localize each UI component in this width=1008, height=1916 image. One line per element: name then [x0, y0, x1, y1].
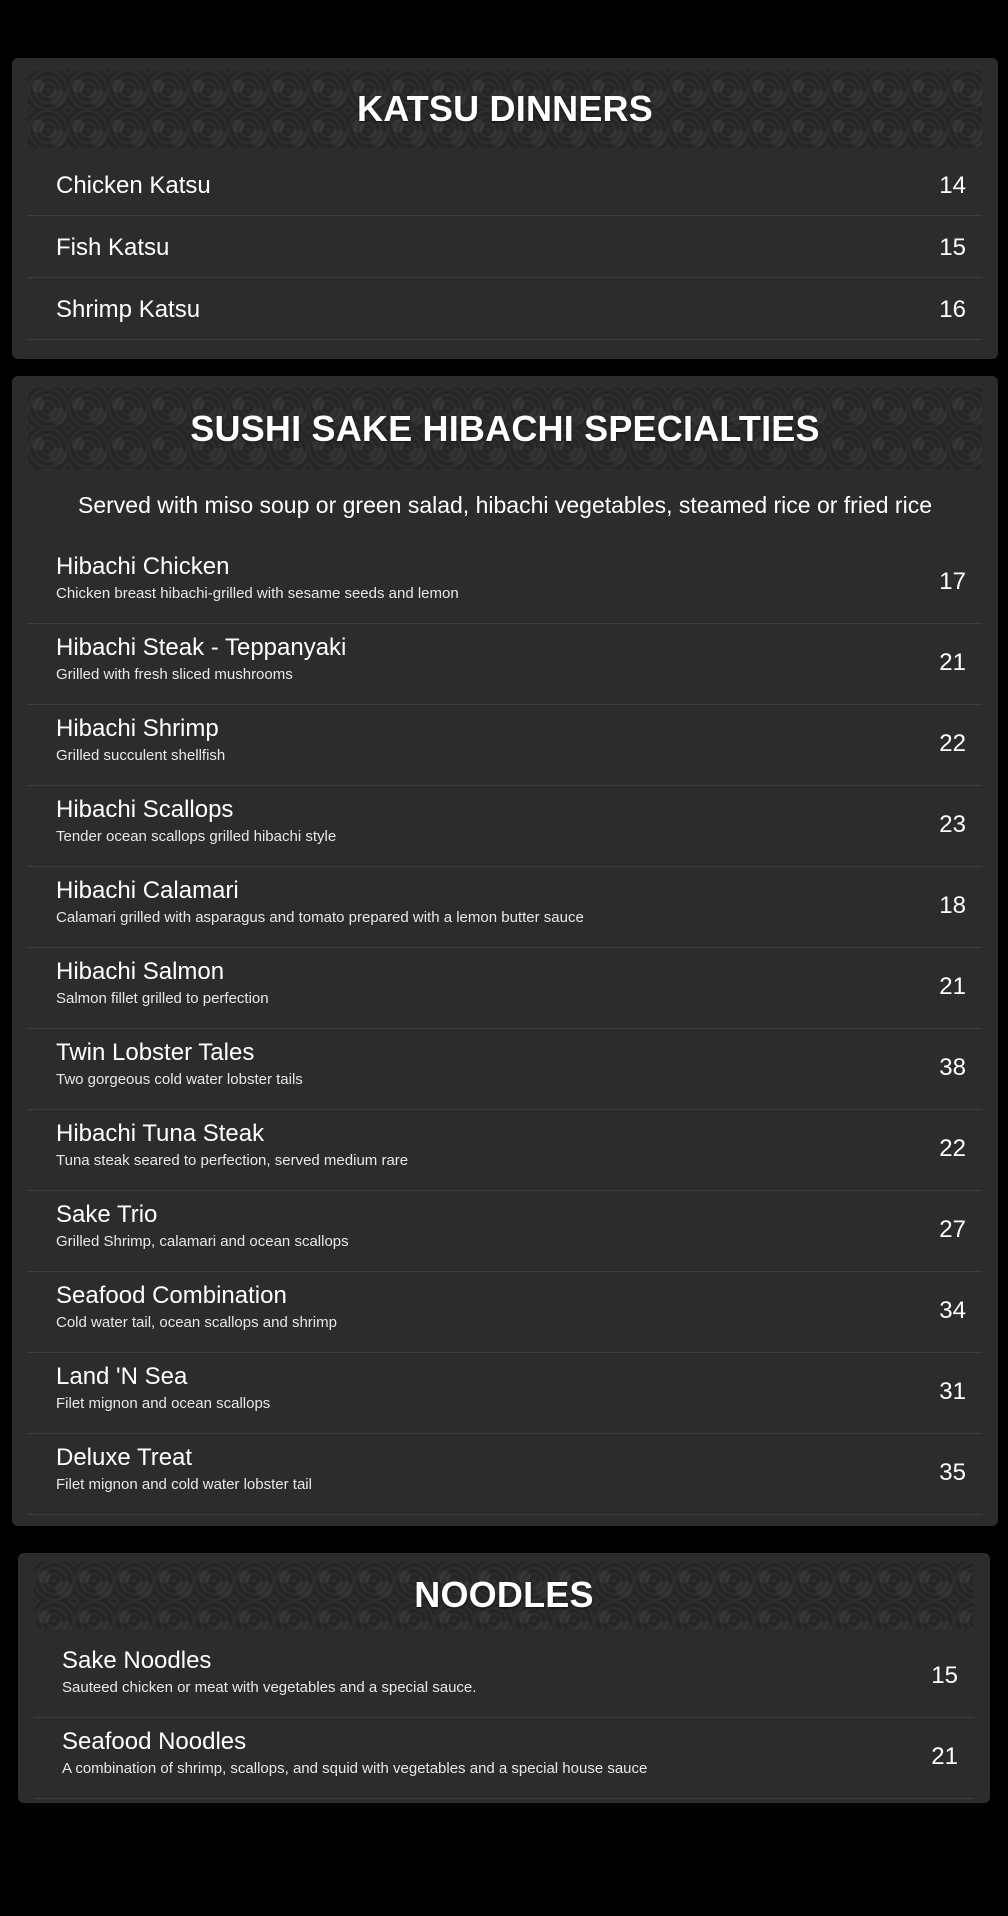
section-subtitle: Served with miso soup or green salad, hibachi vegetables, steamed rice or fried rice [78, 492, 932, 518]
section-header [28, 388, 982, 470]
menu-item [28, 1434, 982, 1515]
menu-item [28, 1272, 982, 1353]
item-name: Chicken Katsu [56, 172, 211, 199]
katsu-dinners-section [12, 58, 998, 359]
item-name: Hibachi Salmon [56, 958, 225, 985]
menu-item [34, 1637, 974, 1718]
item-name: Hibachi Steak - Teppanyaki [56, 634, 347, 661]
item-name: Hibachi Chicken [56, 553, 230, 580]
section-header [34, 1561, 974, 1629]
item-price: 16 [939, 296, 966, 323]
item-name: Hibachi Shrimp [56, 715, 219, 742]
item-description: Two gorgeous cold water lobster tails [56, 1071, 303, 1088]
item-description: Sauteed chicken or meat with vegetables and a special sauce. [62, 1679, 477, 1696]
item-price: 15 [931, 1662, 958, 1689]
item-price: 15 [939, 234, 966, 261]
item-description: Grilled Shrimp, calamari and ocean scallops [56, 1233, 349, 1250]
section-title: KATSU DINNERS [357, 88, 653, 129]
item-price: 38 [939, 1054, 966, 1081]
item-description: Cold water tail, ocean scallops and shrimp [56, 1314, 337, 1331]
menu-item [28, 867, 982, 948]
menu-item [28, 1191, 982, 1272]
item-price: 23 [939, 811, 966, 838]
menu-item [28, 1029, 982, 1110]
menu-item [28, 278, 982, 340]
menu-item [28, 705, 982, 786]
item-price: 34 [939, 1297, 966, 1324]
menu-item [28, 154, 982, 216]
section-title: NOODLES [414, 1574, 594, 1615]
item-description: A combination of shrimp, scallops, and squid with vegetables and a special house sauce [62, 1760, 648, 1777]
item-price: 21 [939, 973, 966, 1000]
item-name: Seafood Combination [56, 1282, 287, 1309]
menu-item [28, 1353, 982, 1434]
item-description: Filet mignon and cold water lobster tail [56, 1476, 312, 1493]
item-name: Hibachi Scallops [56, 796, 234, 823]
item-name: Seafood Noodles [62, 1728, 247, 1755]
item-name: Sake Noodles [62, 1647, 212, 1674]
hibachi-specialties-section [12, 376, 998, 1526]
menu-item [34, 1718, 974, 1799]
item-price: 22 [939, 1135, 966, 1162]
item-price: 27 [939, 1216, 966, 1243]
item-description: Filet mignon and ocean scallops [56, 1395, 271, 1412]
menu-item [28, 216, 982, 278]
menu-item [28, 543, 982, 624]
item-name: Twin Lobster Tales [56, 1039, 255, 1066]
item-name: Sake Trio [56, 1201, 158, 1228]
item-description: Chicken breast hibachi-grilled with sesame seeds and lemon [56, 585, 459, 602]
item-price: 14 [939, 172, 966, 199]
item-name: Shrimp Katsu [56, 296, 201, 323]
menu-item [28, 624, 982, 705]
noodles-section [18, 1553, 990, 1803]
menu-item [28, 786, 982, 867]
item-name: Fish Katsu [56, 234, 170, 261]
item-description: Calamari grilled with asparagus and tomato prepared with a lemon butter sauce [56, 909, 584, 926]
item-price: 35 [939, 1459, 966, 1486]
section-header [28, 70, 982, 148]
item-name: Hibachi Tuna Steak [56, 1120, 265, 1147]
item-description: Tender ocean scallops grilled hibachi style [56, 828, 337, 845]
item-price: 18 [939, 892, 966, 919]
item-description: Tuna steak seared to perfection, served medium rare [56, 1152, 409, 1169]
item-description: Salmon fillet grilled to perfection [56, 990, 269, 1007]
item-name: Hibachi Calamari [56, 877, 239, 904]
item-name: Land 'N Sea [56, 1363, 188, 1390]
item-description: Grilled succulent shellfish [56, 747, 226, 764]
item-description: Grilled with fresh sliced mushrooms [56, 666, 293, 683]
item-name: Deluxe Treat [56, 1444, 193, 1471]
item-price: 22 [939, 730, 966, 757]
item-price: 21 [939, 649, 966, 676]
menu-item [28, 948, 982, 1029]
menu-item [28, 1110, 982, 1191]
section-title: SUSHI SAKE HIBACHI SPECIALTIES [190, 408, 820, 449]
item-price: 31 [939, 1378, 966, 1405]
item-price: 17 [939, 568, 966, 595]
item-price: 21 [931, 1743, 958, 1770]
